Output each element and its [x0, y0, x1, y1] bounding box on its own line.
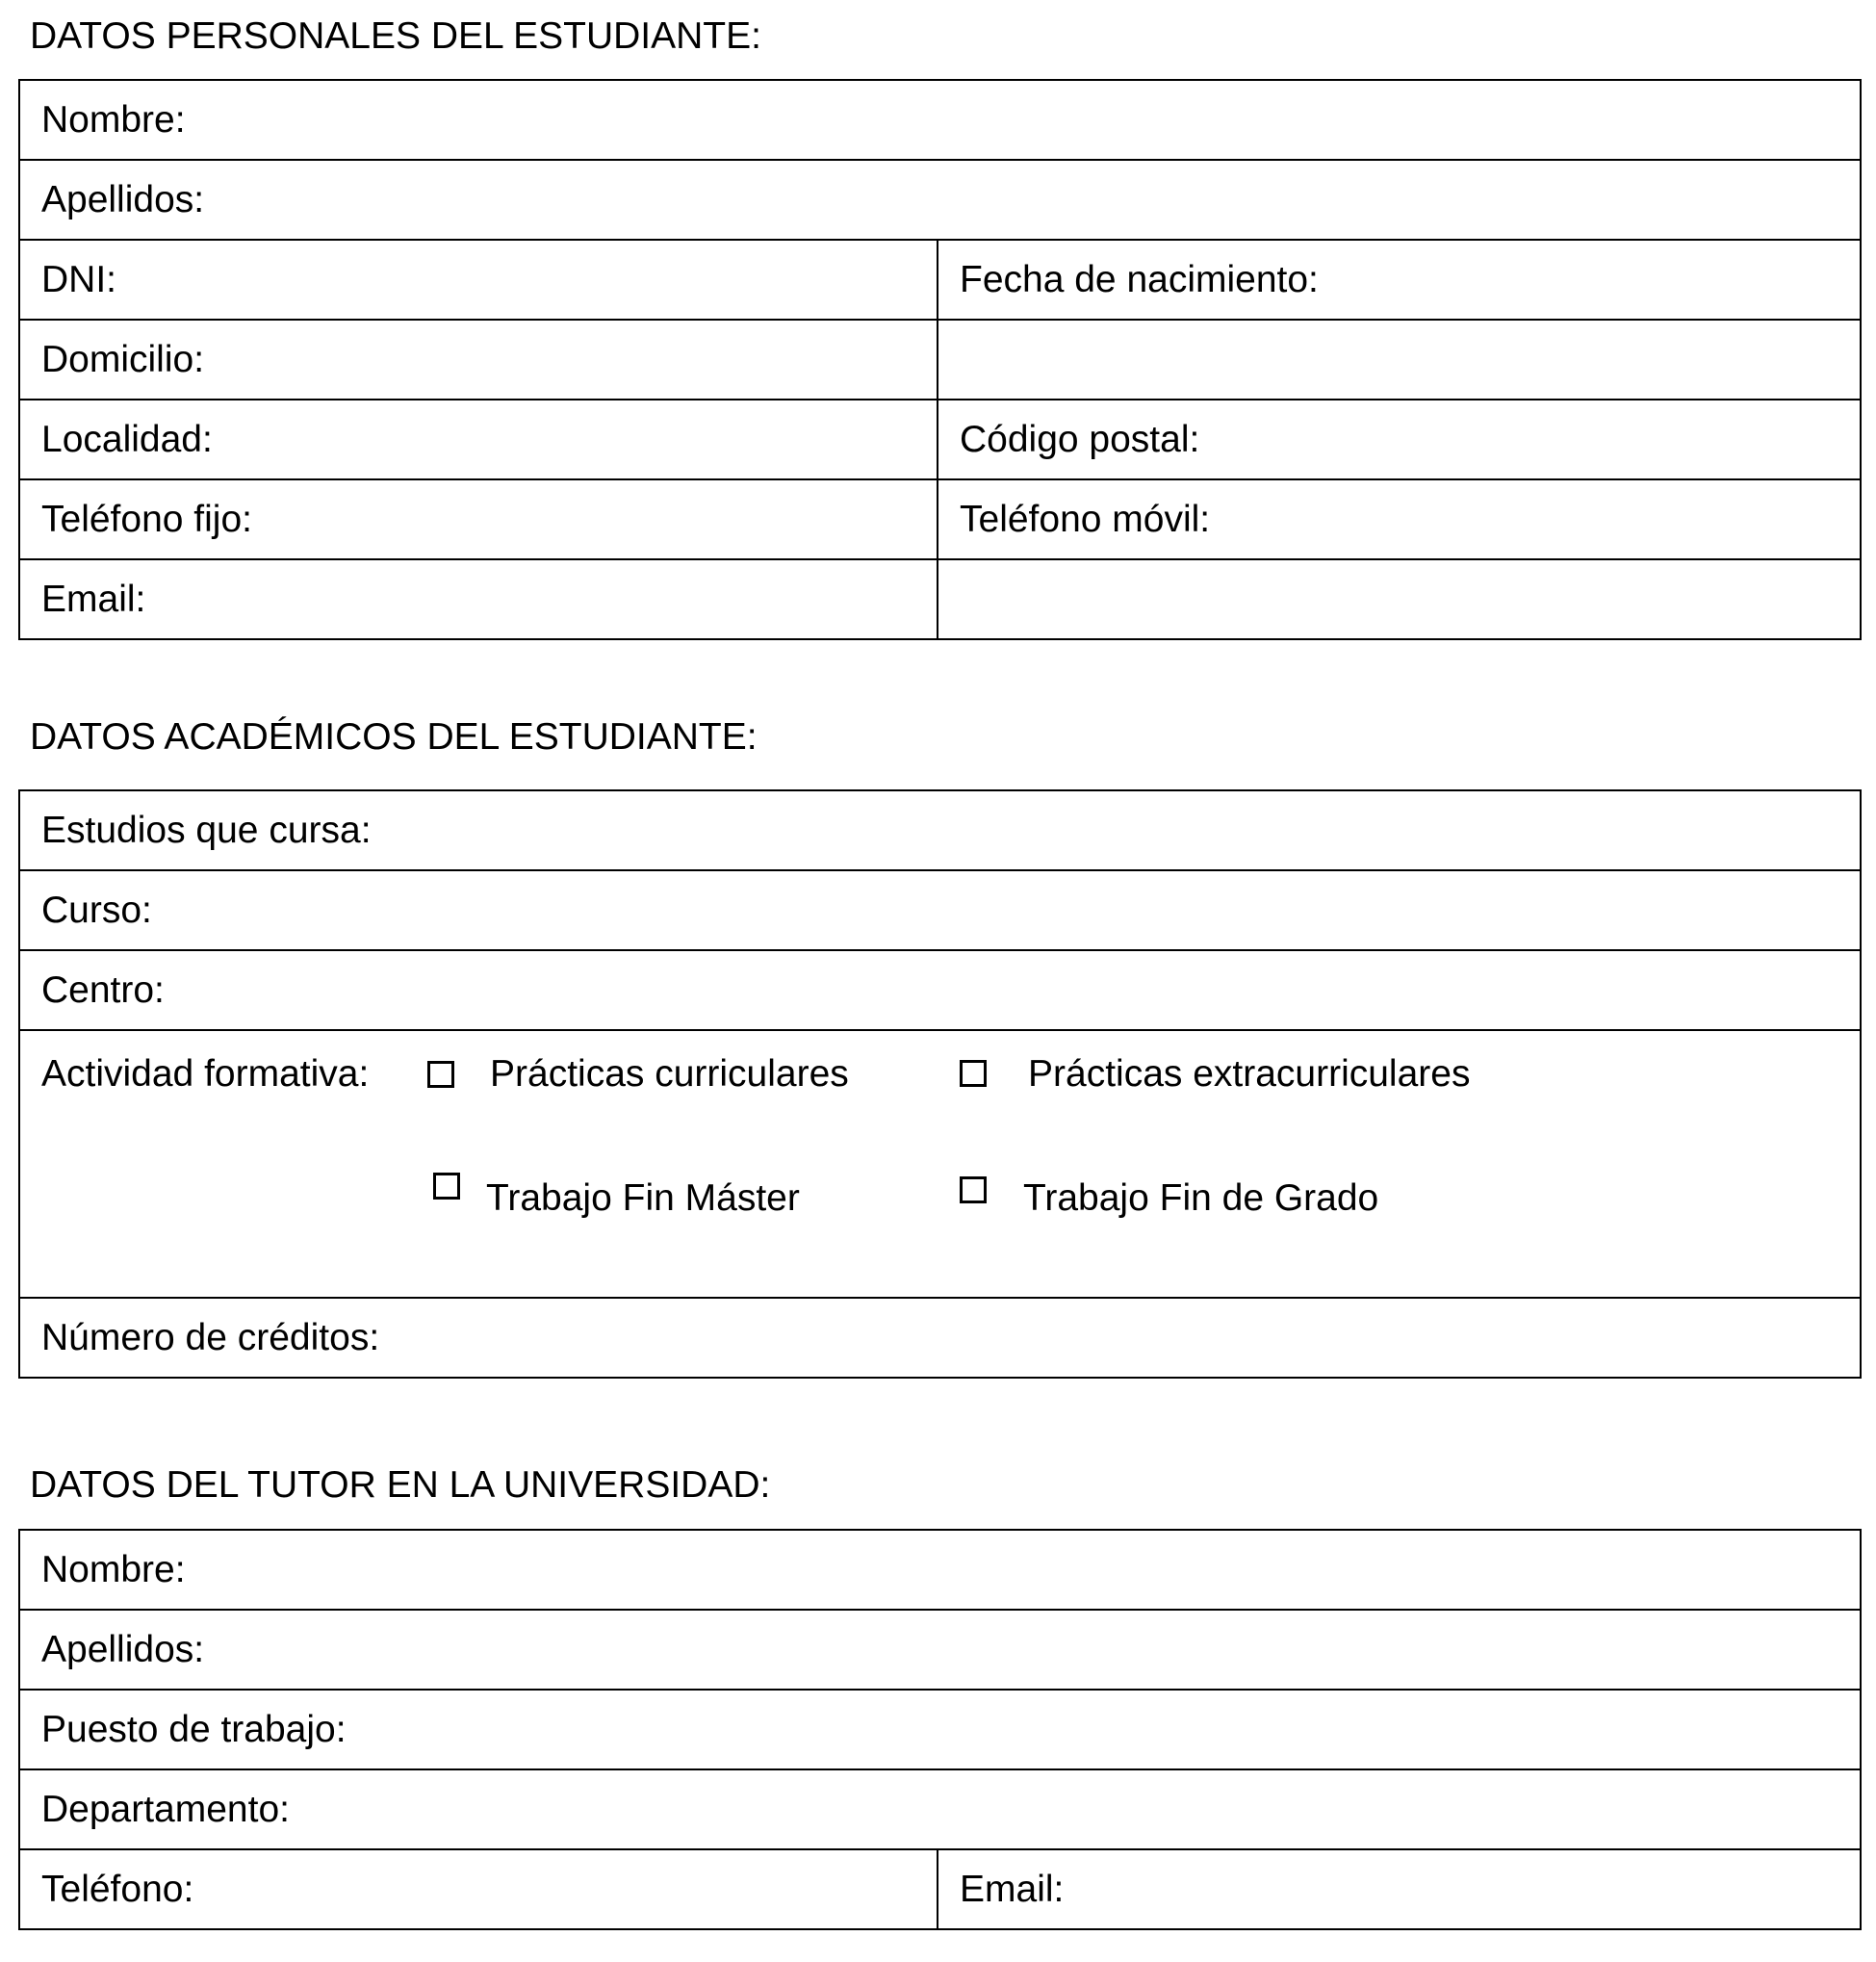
trabajo-fin-grado-label: Trabajo Fin de Grado: [1023, 1177, 1379, 1219]
numero-creditos-field[interactable]: Número de créditos:: [41, 1317, 380, 1358]
tutor-section-title: DATOS DEL TUTOR EN LA UNIVERSIDAD:: [30, 1464, 771, 1506]
dni-field[interactable]: DNI:: [20, 241, 938, 319]
academic-section-title: DATOS ACADÉMICOS DEL ESTUDIANTE:: [30, 716, 758, 758]
trabajo-fin-master-checkbox[interactable]: [433, 1173, 460, 1200]
personal-row-domicilio: [20, 319, 1860, 399]
domicilio-extra-field[interactable]: [938, 321, 1860, 399]
personal-data-table: [18, 79, 1862, 640]
apellidos-field[interactable]: Apellidos:: [41, 179, 205, 220]
personal-row-apellidos: [20, 159, 1860, 239]
personal-row-localidad: [20, 399, 1860, 478]
academic-data-table: [18, 789, 1862, 1379]
personal-row-telefonos: [20, 478, 1860, 558]
academic-row-estudios: [20, 791, 1860, 869]
tutor-row-contacto: [20, 1848, 1860, 1928]
telefono-movil-field[interactable]: Teléfono móvil:: [960, 499, 1211, 540]
domicilio-field[interactable]: Domicilio:: [20, 321, 938, 399]
curso-field[interactable]: Curso:: [41, 890, 152, 931]
personal-section-title: DATOS PERSONALES DEL ESTUDIANTE:: [30, 15, 761, 57]
tutor-data-table: [18, 1529, 1862, 1930]
tutor-puesto-field[interactable]: Puesto de trabajo:: [41, 1709, 347, 1750]
tutor-nombre-field[interactable]: Nombre:: [41, 1549, 186, 1590]
personal-row-email: [20, 558, 1860, 638]
email-extra-field[interactable]: [938, 560, 1860, 638]
tutor-row-nombre: [20, 1531, 1860, 1609]
fecha-nacimiento-field[interactable]: Fecha de nacimiento:: [960, 259, 1319, 300]
nombre-field[interactable]: Nombre:: [41, 99, 186, 141]
practicas-extracurriculares-label: Prácticas extracurriculares: [1028, 1053, 1471, 1095]
practicas-curriculares-label: Prácticas curriculares: [490, 1053, 849, 1095]
practicas-extracurriculares-checkbox[interactable]: [960, 1060, 987, 1087]
tutor-telefono-field[interactable]: Teléfono:: [20, 1850, 938, 1928]
personal-row-nombre: [20, 81, 1860, 159]
tutor-row-apellidos: [20, 1609, 1860, 1689]
email-field[interactable]: Email:: [20, 560, 938, 638]
academic-row-creditos: [20, 1297, 1860, 1377]
telefono-fijo-field[interactable]: Teléfono fijo:: [20, 480, 938, 558]
tutor-email-field[interactable]: Email:: [960, 1869, 1065, 1910]
tutor-row-puesto: [20, 1689, 1860, 1768]
personal-row-dni: [20, 239, 1860, 319]
trabajo-fin-grado-checkbox[interactable]: [960, 1176, 987, 1203]
academic-row-curso: [20, 869, 1860, 949]
actividad-formativa-label: Actividad formativa:: [41, 1053, 370, 1095]
academic-row-actividad: [20, 1029, 1860, 1297]
tutor-departamento-field[interactable]: Departamento:: [41, 1789, 290, 1830]
estudios-field[interactable]: Estudios que cursa:: [41, 810, 372, 851]
practicas-curriculares-checkbox[interactable]: [427, 1061, 454, 1088]
centro-field[interactable]: Centro:: [41, 969, 165, 1011]
tutor-row-departamento: [20, 1768, 1860, 1848]
codigo-postal-field[interactable]: Código postal:: [960, 419, 1200, 460]
trabajo-fin-master-label: Trabajo Fin Máster: [486, 1177, 800, 1219]
academic-row-centro: [20, 949, 1860, 1029]
localidad-field[interactable]: Localidad:: [20, 400, 938, 478]
tutor-apellidos-field[interactable]: Apellidos:: [41, 1629, 205, 1670]
